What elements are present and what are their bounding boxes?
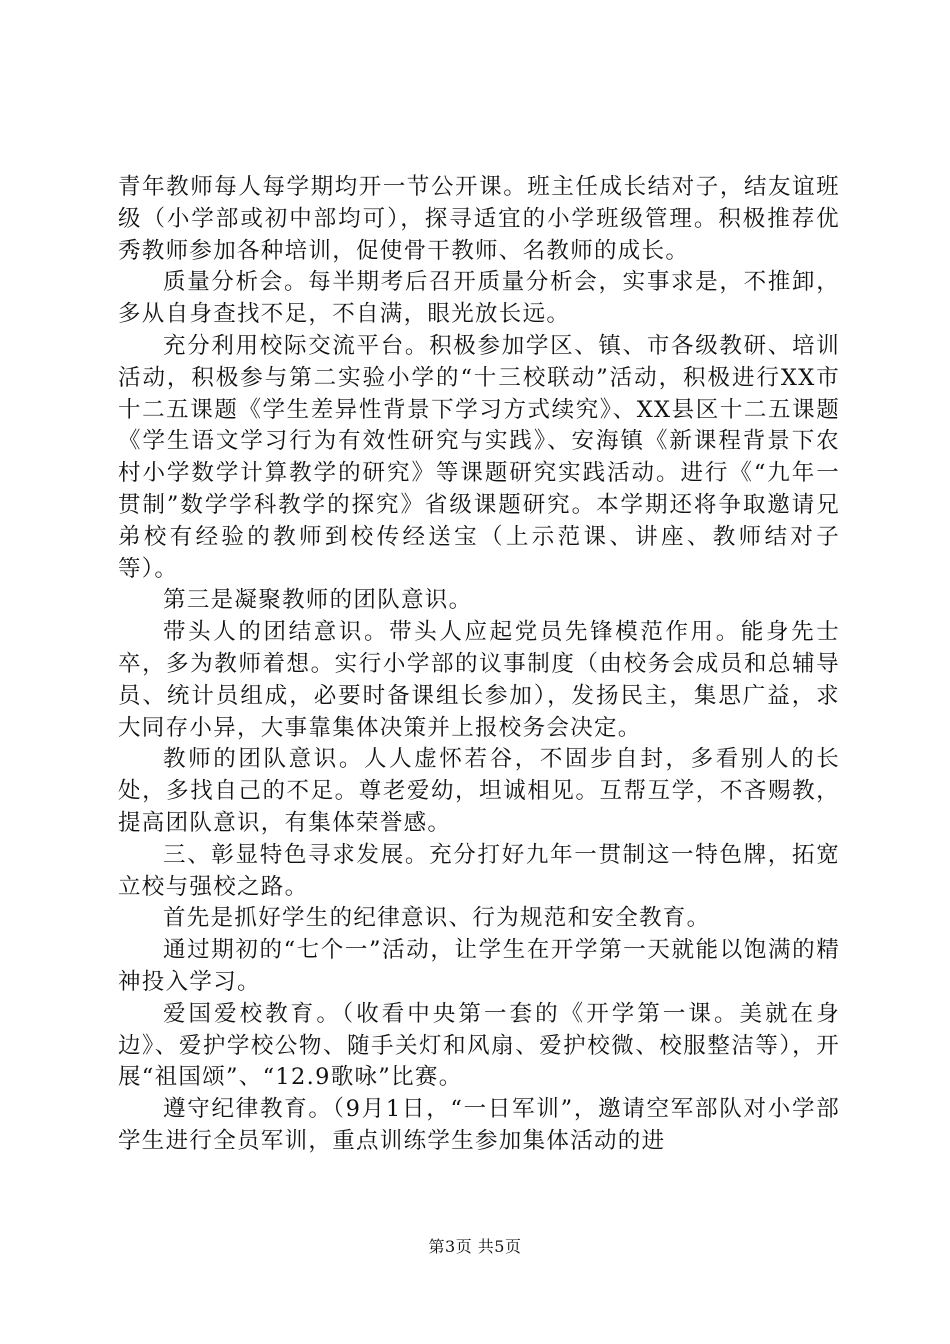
- page-number-footer: 第3页 共5页: [428, 1237, 522, 1256]
- paragraph: 质量分析会。每半期考后召开质量分析会，实事求是，不推卸，多从自身查找不足，不自满，眼光放长远。: [118, 269, 840, 328]
- paragraph: 通过期初的“七个一”活动，让学生在开学第一天就能以饱满的精神投入学习。: [118, 937, 840, 995]
- paragraph: 爱国爱校教育。（收看中央第一套的《开学第一课。美就在身边》、爱护学校公物、随手关灯和风扇、爱护校微、校服整洁等），开展“祖国颂”、“12.9歌咏”比赛。: [118, 1000, 840, 1091]
- paragraph: 遵守纪律教育。（9月1日，“一日军训”，邀请空军部队对小学部学生进行全员军训，重点训练学生参加集体活动的进: [118, 1096, 840, 1154]
- paragraph: 教师的团队意识。人人虚怀若谷，不固步自封，多看别人的长处，多找自己的不足。尊老爱幼，坦诚相见。互帮互学，不吝赐教，提高团队意识，有集体荣誉感。: [118, 746, 840, 836]
- paragraph: 第三是凝聚教师的团队意识。: [163, 587, 473, 614]
- paragraph: 三、彰显特色寻求发展。充分打好九年一贯制这一特色牌，拓宽立校与强校之路。: [118, 841, 840, 900]
- paragraph: 充分利用校际交流平台。积极参加学区、镇、市各级教研、培训活动，积极参与第二实验小学的“十三校联动”活动，积极进行XX市十二五课题《学生差异性背景下学习方式续究》、XX县区十二五课题《学生语文学习行为有效性研究与实践》、安海镇《新课程背景下农村小学数学计算教学的研究》等课题研究实践活动。进行《“九年一贯制”数学学科教学的探究》省级课题研究。本学期还将争取邀请兄弟校有经验的教师到校传经送宝（上示范课、讲座、教师结对子等）。: [118, 332, 840, 582]
- document-body: [118, 172, 840, 1158]
- paragraph: 首先是抓好学生的纪律意识、行为规范和安全教育。: [163, 905, 711, 932]
- paragraph: 青年教师每人每学期均开一节公开课。班主任成长结对子，结友谊班级（小学部或初中部均可），探寻适宜的小学班级管理。积极推荐优秀教师参加各种培训，促使骨干教师、名教师的成长。: [118, 174, 840, 264]
- paragraph: 带头人的团结意识。带头人应起党员先锋模范作用。能身先士卒，多为教师着想。实行小学部的议事制度（由校务会成员和总辅导员、统计员组成，必要时备课组长参加），发扬民主，集思广益，求大同存小异，大事靠集体决策并上报校务会决定。: [118, 619, 840, 741]
